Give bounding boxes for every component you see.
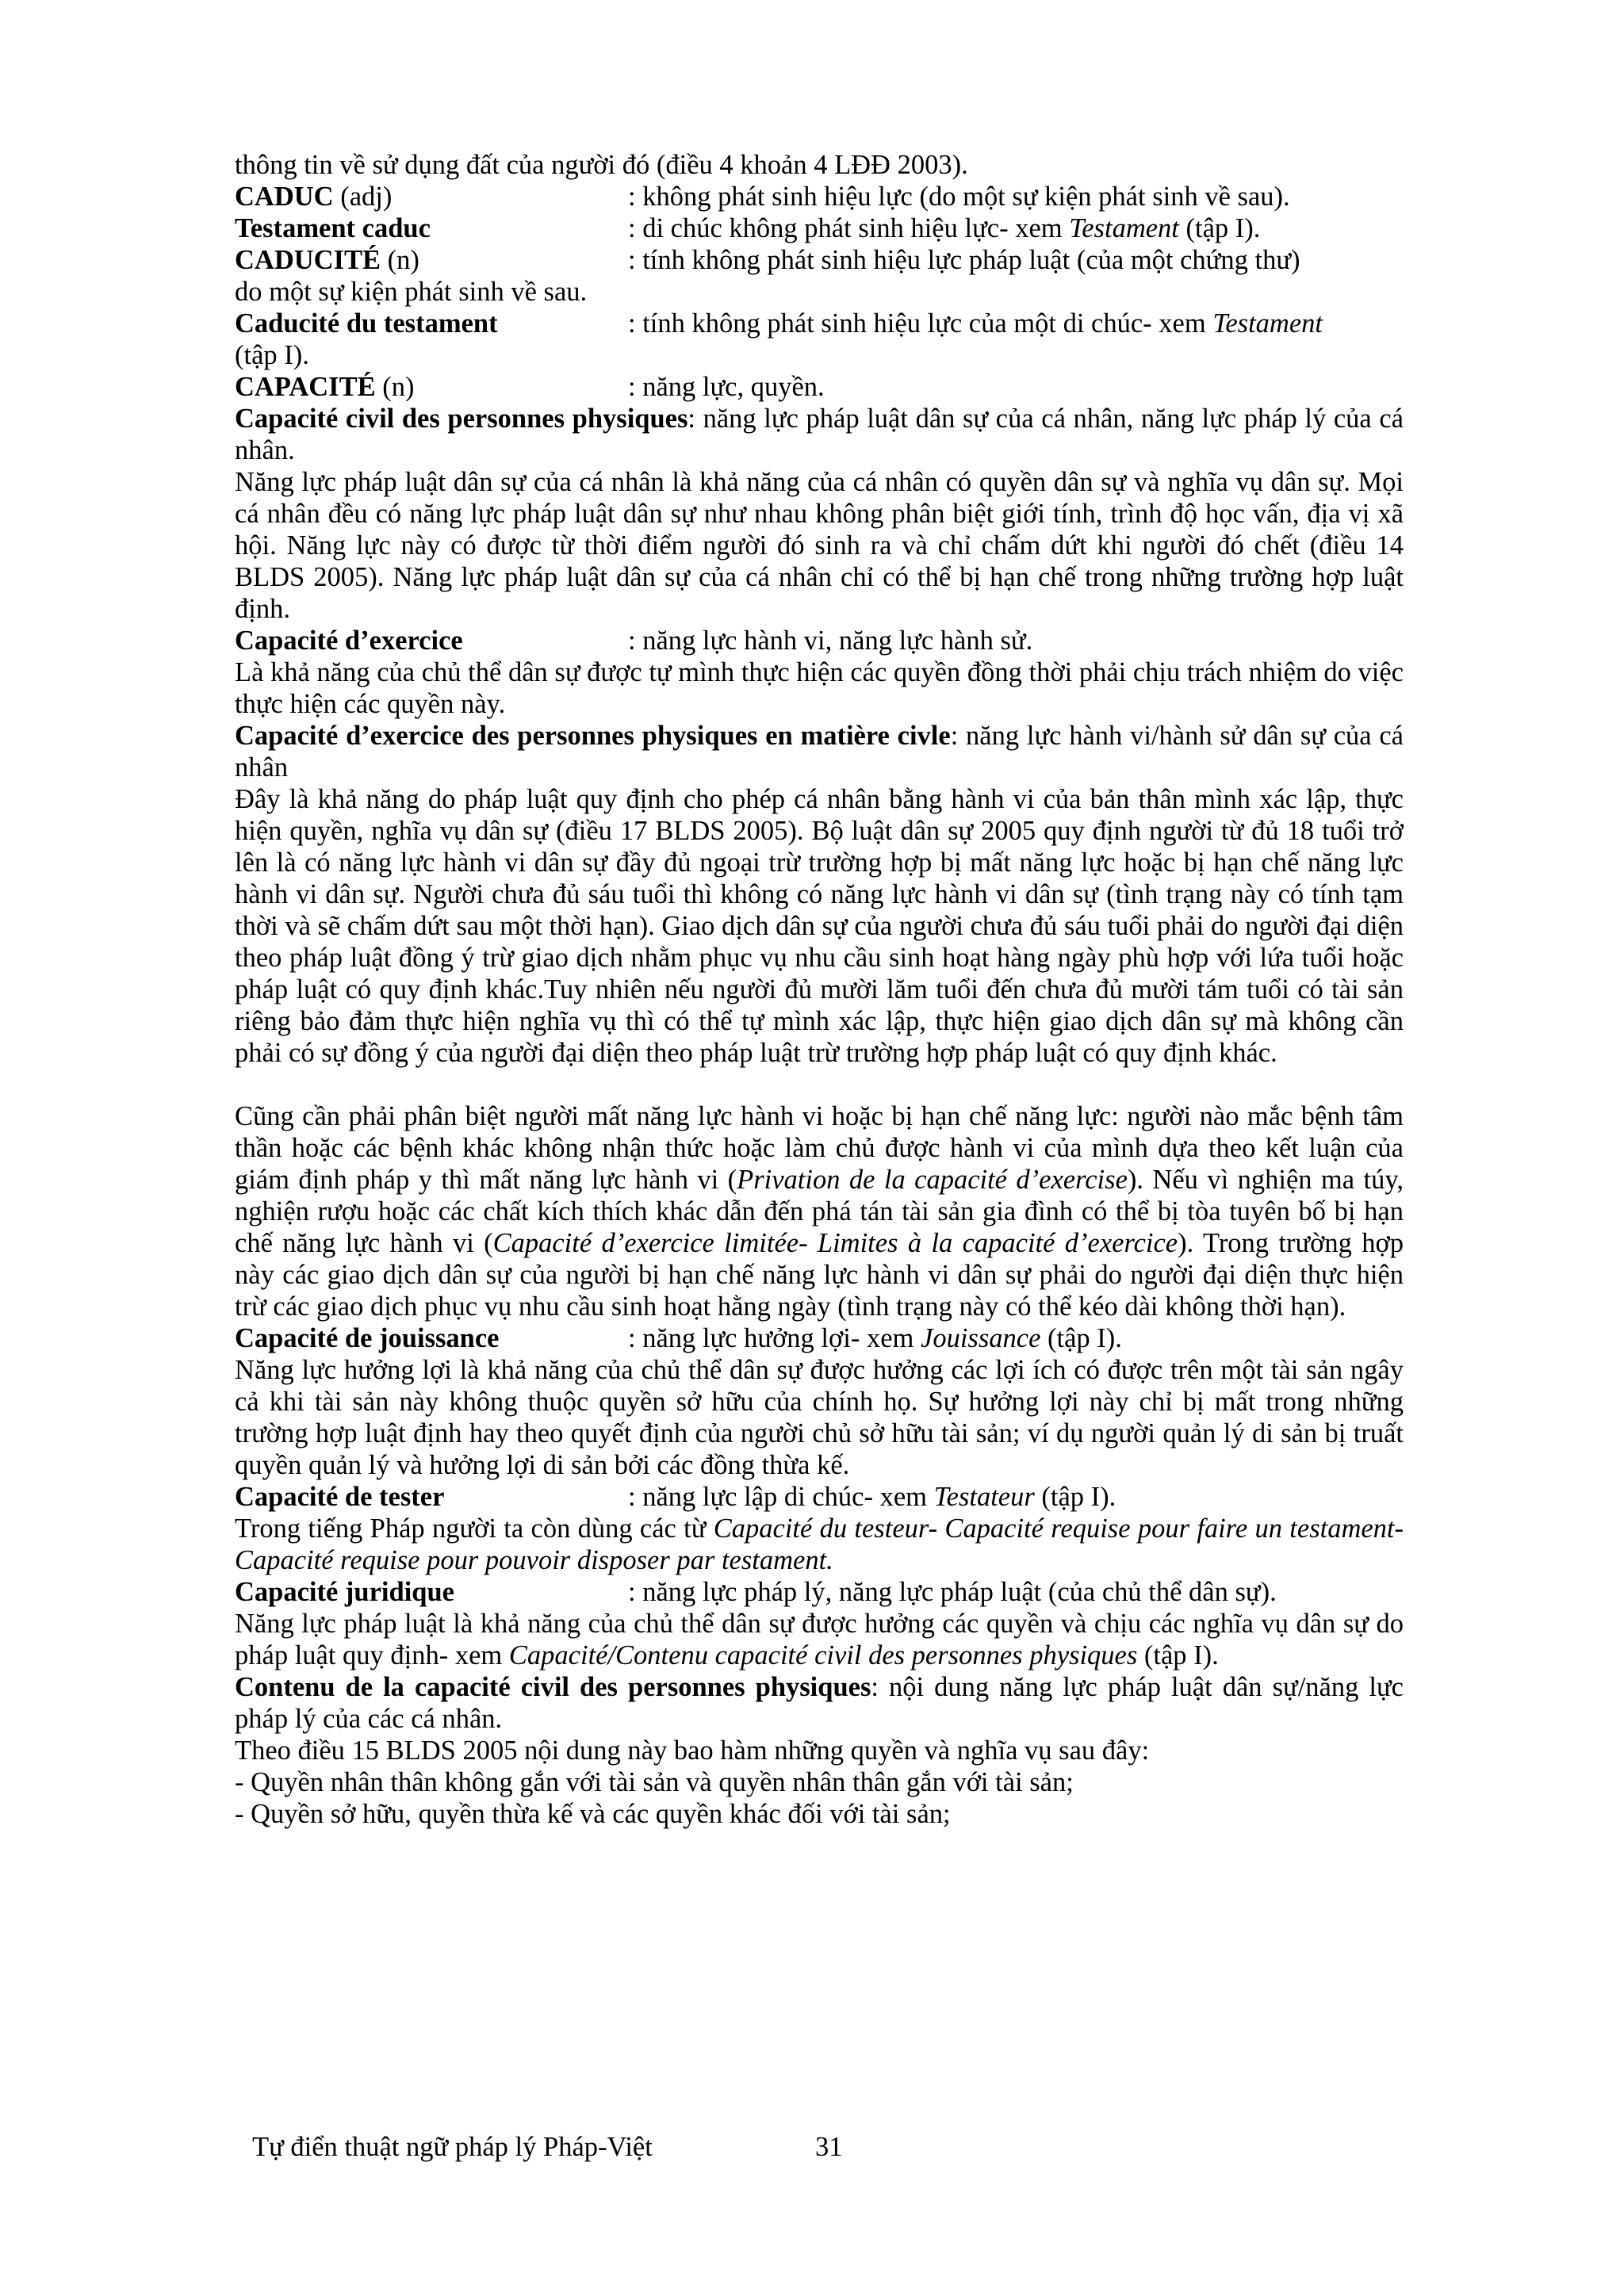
definition-text: : tính không phát sinh hiệu lực của một di chúc- xem xyxy=(628,308,1213,339)
page-number: 31 xyxy=(815,2132,843,2162)
entry-term: CADUC xyxy=(235,182,334,212)
entry-capacite-tester xyxy=(235,1481,1404,1513)
paragraph-text: Trong tiếng Pháp người ta còn dùng các từ xyxy=(235,1513,714,1544)
entry-capacite-civil xyxy=(235,403,1404,466)
entry-capacite xyxy=(235,371,1404,403)
entry-term: CADUCITÉ xyxy=(235,245,381,275)
entry-definition: : năng lực pháp luật dân sự của cá nhân, năng lực pháp lý của cá nhân. xyxy=(235,404,1404,465)
entry-term: Capacité civil des personnes physiques xyxy=(235,404,688,434)
entry-term: Capacité d’exercice xyxy=(235,626,463,656)
entry-definition: : năng lực hành vi/hành sử dân sự của cá nhân xyxy=(235,721,1404,783)
entry-capacite-exercice-civile xyxy=(235,720,1404,783)
entry-definition xyxy=(628,1322,1404,1354)
text-line: thông tin về sử dụng đất của người đó (điều 4 khoản 4 LĐĐ 2003). xyxy=(235,150,968,180)
paragraph: Theo điều 15 BLDS 2005 nội dung này bao hàm những quyền và nghĩa vụ sau đây: xyxy=(235,1735,1150,1766)
entry-term: Capacité de tester xyxy=(235,1482,445,1512)
entry-capacite-jouissance xyxy=(235,1322,1404,1354)
definition-continuation: do một sự kiện phát sinh về sau. xyxy=(235,277,588,307)
entry-definition: : tính không phát sinh hiệu lực pháp luật (của một chứng thư) xyxy=(628,245,1300,275)
definition-text: : năng lực hưởng lợi- xem xyxy=(628,1323,921,1353)
entry-pos: (n) xyxy=(381,245,419,275)
term-italic: Privation de la capacité d’exercise xyxy=(737,1165,1128,1195)
entry-definition: : năng lực pháp lý, năng lực pháp luật (của chủ thể dân sự). xyxy=(628,1577,1277,1607)
paragraph: Đây là khả năng do pháp luật quy định cho phép cá nhân bằng hành vi của bản thân mình xác lập, thực hiện quyền, nghĩa vụ dân sự (điều 17 BLDS 2005). Bộ luật dân sự 2005 quy định người từ đủ 18 tuổi trở lên là có năng lực hành vi dân sự đầy đủ ngoại trừ trường hợp bị mất năng lực hoặc bị hạn chế năng lực hành vi dân sự. Người chưa đủ sáu tuổi thì không có năng lực hành vi dân sự (tình trạng này có tính tạm thời và sẽ chấm dứt sau một thời hạn). Giao dịch dân sự của người chưa đủ sáu tuổi phải do người đại diện theo pháp luật đồng ý trừ giao dịch nhằm phục vụ nhu cầu sinh hoạt hàng ngày phù hợp với lứa tuổi hoặc pháp luật có quy định khác.Tuy nhiên nếu người đủ mười lăm tuổi đến chưa đủ mười tám tuổi có tài sản riêng bảo đảm thực hiện nghĩa vụ thì có thể tự mình xác lập, thực hiện giao dịch dân sự mà không cần phải có sự đồng ý của người đại diện theo pháp luật trừ trường hợp pháp luật có quy định khác. xyxy=(235,784,1404,1068)
paragraph-text: Cũng cần phải phân biệt người mất năng lực hành vi hoặc bị hạn chế năng lực: người nào mắc bệnh tâm thần hoặc các bệnh khác không nhận thức hoặc làm chủ được hành vi của mình dựa theo kết luận của giám định pháp y thì mất năng lực hành vi ( xyxy=(235,1101,1404,1195)
entry-definition xyxy=(628,308,1404,339)
paragraph-text: ). Trong trường hợp này các giao dịch dân sự của người bị hạn chế năng lực hành vi dân sự phải do người đại diện thực hiện trừ các giao dịch phục vụ nhu cầu sinh hoạt hằng ngày (tình trạng này có thể kéo dài không thời hạn). xyxy=(235,1228,1404,1322)
entry-testament-caduc xyxy=(235,212,1404,244)
paragraph xyxy=(235,1100,1404,1322)
definition-text: : năng lực lập di chúc- xem xyxy=(628,1482,934,1512)
cross-reference: Jouissance xyxy=(921,1323,1041,1353)
paragraph-text: (tập I). xyxy=(1137,1640,1219,1670)
entry-definition xyxy=(628,1481,1404,1513)
entry-capacite-juridique xyxy=(235,1576,1404,1608)
term-italic: Capacité du testeur- Capacité requise pour faire un testament- Capacité requise pour pouvoir disposer par testament. xyxy=(235,1513,1404,1575)
definition-text: (tập I). xyxy=(1178,213,1261,243)
entry-term: CAPACITÉ xyxy=(235,372,376,402)
document-body xyxy=(235,149,1404,1830)
definition-text: : di chúc không phát sinh hiệu lực- xem xyxy=(628,213,1070,243)
entry-pos: (adj) xyxy=(333,182,393,212)
entry-term: Testament caduc xyxy=(235,213,431,243)
list-item: - Quyền nhân thân không gắn với tài sản và quyền nhân thân gắn với tài sản; xyxy=(235,1767,1074,1797)
entry-definition xyxy=(628,212,1404,244)
entry-definition: : năng lực, quyền. xyxy=(628,372,825,402)
entry-definition: : không phát sinh hiệu lực (do một sự kiện phát sinh về sau). xyxy=(628,182,1290,212)
definition-text: (tập I). xyxy=(1034,1482,1116,1512)
entry-definition: : năng lực hành vi, năng lực hành sử. xyxy=(628,626,1033,656)
paragraph xyxy=(235,1608,1404,1671)
entry-contenu-capacite xyxy=(235,1671,1404,1735)
paragraph: Năng lực pháp luật dân sự của cá nhân là khả năng của cá nhân có quyền dân sự và nghĩa vụ dân sự. Mọi cá nhân đều có năng lực pháp luật dân sự như nhau không phân biệt giới tính, trình độ học vấn, địa vị xã hội. Năng lực này có được từ thời điểm người đó sinh ra và chỉ chấm dứt khi người đó chết (điều 14 BLDS 2005). Năng lực pháp luật dân sự của cá nhân chỉ có thể bị hạn chế trong những trường hợp luật định. xyxy=(235,467,1404,624)
entry-term: Capacité de jouissance xyxy=(235,1323,500,1353)
list-item: - Quyền sở hữu, quyền thừa kế và các quyền khác đối với tài sản; xyxy=(235,1799,951,1829)
entry-term: Caducité du testament xyxy=(235,308,498,339)
cross-reference: Testament xyxy=(1212,308,1323,339)
paragraph-gap xyxy=(235,1069,1404,1100)
paragraph-text: Năng lực pháp luật là khả năng của chủ thể dân sự được hưởng các quyền và chịu các nghĩa vụ dân sự do pháp luật quy định- xem xyxy=(235,1609,1404,1670)
footer-title: Tự điển thuật ngữ pháp lý Pháp-Việt xyxy=(252,2132,653,2162)
entry-term: Capacité juridique xyxy=(235,1577,454,1607)
cross-reference: Testateur xyxy=(933,1482,1035,1512)
entry-caducite-du-testament xyxy=(235,308,1404,339)
paragraph-text: ). Nếu vì nghiện ma túy, nghiện rượu hoặc các chất kích thích khác dẫn đến phá tán tài sản gia đình có thể bị tòa tuyên bố bị hạn chế năng lực hành vi ( xyxy=(235,1165,1404,1258)
paragraph xyxy=(235,1513,1404,1576)
entry-caducite xyxy=(235,244,1404,276)
entry-pos: (n) xyxy=(375,372,415,402)
cross-reference: Testament xyxy=(1069,213,1179,243)
term-italic: Capacité d’exercice limitée- Limites à la capacité d’exercice xyxy=(492,1228,1178,1258)
definition-text: (tập I). xyxy=(1040,1323,1122,1353)
paragraph: Là khả năng của chủ thể dân sự được tự mình thực hiện các quyền đồng thời phải chịu trách nhiệm do việc thực hiện các quyền này. xyxy=(235,657,1404,719)
entry-definition: : nội dung năng lực pháp luật dân sự/năng lực pháp lý của các cá nhân. xyxy=(235,1672,1404,1734)
definition-continuation: (tập I). xyxy=(235,340,309,370)
entry-caduc xyxy=(235,181,1404,212)
entry-term: Capacité d’exercice des personnes physiques en matière civle xyxy=(235,721,951,751)
paragraph: Năng lực hưởng lợi là khả năng của chủ thể dân sự được hưởng các lợi ích có được trên một tài sản ngây cả khi tài sản này không thuộc quyền sở hữu của chính họ. Sự hưởng lợi này chỉ bị mất trong những trường hợp luật định hay theo quyết định của người chủ sở hữu tài sản; ví dụ người quản lý di sản bị truất quyền quản lý và hưởng lợi di sản bởi các đồng thừa kế. xyxy=(235,1355,1404,1480)
entry-term: Contenu de la capacité civil des personnes physiques xyxy=(235,1672,871,1702)
cross-reference: Capacité/Contenu capacité civil des personnes physiques xyxy=(508,1640,1138,1670)
entry-capacite-exercice xyxy=(235,625,1404,656)
